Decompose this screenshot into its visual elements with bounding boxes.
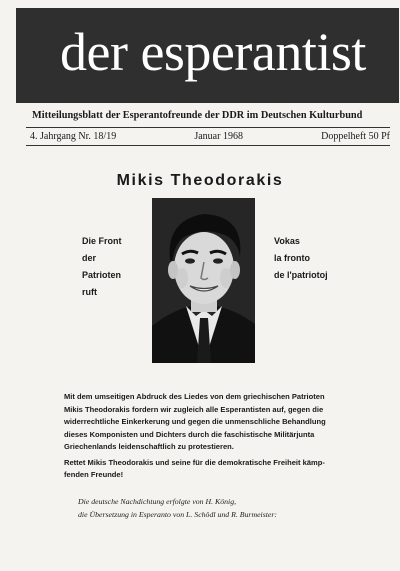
translation-credits [78,495,398,521]
esperanto-caption-line: Vokas [274,236,300,246]
esperanto-caption [274,233,328,284]
publication-subtitle: Mitteilungsblatt der Esperantofreunde der DDR im Deutschen Kulturbund [32,110,363,121]
appeal-line: Griechenlands leidenschaftlich zu protestieren. [64,442,234,451]
masthead-banner [16,8,399,103]
issue-price: Doppelheft 50 Pf [321,131,390,142]
german-caption-line: ruft [82,287,97,297]
german-caption-line: Die Front [82,236,122,246]
esperanto-caption-line: la fronto [274,253,310,263]
german-caption-line: Patrioten [82,270,122,280]
header-rule-bottom [26,145,390,146]
credit-line: die Übersetzung in Esperanto von L. Schödl und R. Burmeister: [78,510,278,519]
call-line: fenden Freunde! [64,470,124,479]
call-line: Rettet Mikis Theodorakis und seine für die demokratische Freiheit kämp- [64,457,325,467]
esperanto-caption-line: de l'patriotoj [274,270,328,280]
appeal-line: widerrechtliche Einkerkerung und gegen die unmenschliche Behandlung [64,417,326,426]
portrait-photo [152,198,255,363]
german-caption-line: der [82,253,97,263]
appeal-line: dieses Komponisten und Dichters durch die faschistische Militärjunta [64,429,315,439]
issue-date: Januar 1968 [194,131,243,142]
appeal-line: Mikis Theodorakis fordern wir zugleich alle Esperantisten auf, gegen die [64,404,324,414]
article-title: Mikis Theodorakis [116,172,284,189]
german-caption [82,233,122,301]
portrait-illustration [152,198,255,363]
issue-number: 4. Jahrgang Nr. 18/19 [30,131,117,142]
header-rule-top [26,127,390,128]
appeal-line: Mit dem umseitigen Abdruck des Liedes von dem griechischen Patrioten [64,392,325,401]
issue-info-line [30,131,390,142]
credit-line: Die deutsche Nachdichtung erfolgte von H. König, [78,497,237,506]
masthead-title: der esperantist [60,22,366,82]
appeal-text [64,391,364,482]
